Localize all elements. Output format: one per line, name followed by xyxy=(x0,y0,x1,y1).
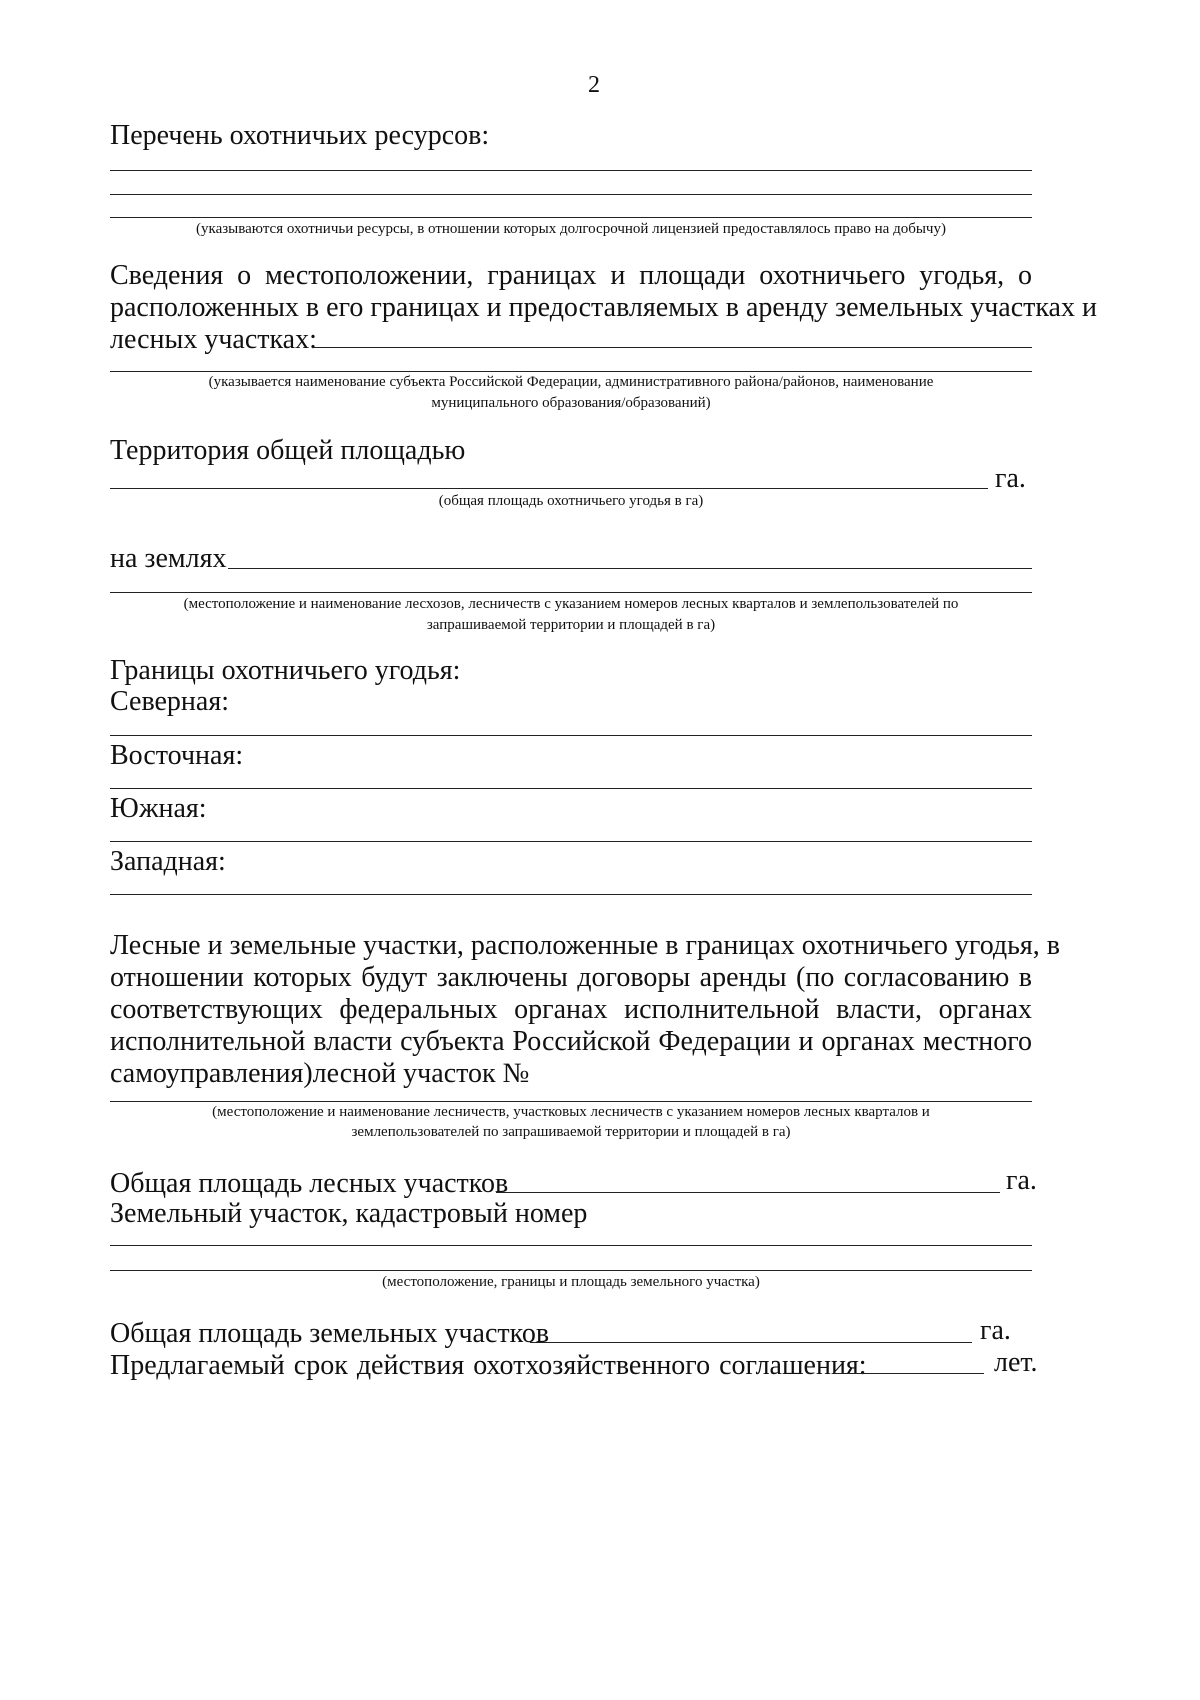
forest-area-field-line[interactable] xyxy=(496,1192,1000,1193)
territory-unit: га. xyxy=(995,463,1026,494)
territory-note: (общая площадь охотничьего угодья в га) xyxy=(438,493,704,509)
land-area-unit: га. xyxy=(980,1315,1011,1346)
lands-note-2: запрашиваемой территории и площадей в га) xyxy=(426,617,716,633)
border-south-line[interactable] xyxy=(110,841,1032,842)
location-line-3: лесных участках: xyxy=(110,324,317,355)
resources-heading: Перечень охотничьих ресурсов: xyxy=(110,120,490,151)
land-area-label: Общая площадь земельных участков xyxy=(110,1318,550,1349)
cadastral-line-1[interactable] xyxy=(110,1245,1032,1246)
plots-line-5: самоуправления)лесной участок № xyxy=(110,1058,530,1089)
cadastral-line-2[interactable] xyxy=(110,1270,1032,1271)
location-line-1: Сведения о местоположении, границах и площади охотничьего угодья, о xyxy=(110,260,1032,291)
resources-line-2[interactable] xyxy=(110,194,1032,195)
plots-line-4: исполнительной власти субъекта Российской Федерации и органах местного xyxy=(110,1026,1032,1057)
forest-area-label: Общая площадь лесных участков xyxy=(110,1168,509,1199)
plots-field-line[interactable] xyxy=(110,1101,1032,1102)
land-area-field-line[interactable] xyxy=(530,1342,972,1343)
border-north-line[interactable] xyxy=(110,735,1032,736)
resources-line-3[interactable] xyxy=(110,217,1032,218)
territory-field-line[interactable] xyxy=(110,488,988,489)
border-east-label: Восточная: xyxy=(110,740,244,771)
plots-note-1: (местоположение и наименование лесничеств, участковых лесничеств с указанием номеров лесных кварталов и xyxy=(212,1104,930,1120)
border-south-label: Южная: xyxy=(110,793,207,824)
territory-label: Территория общей площадью xyxy=(110,435,466,466)
lands-field-line[interactable] xyxy=(228,568,1032,569)
location-field-line[interactable] xyxy=(312,347,1032,348)
resources-note: (указываются охотничьи ресурсы, в отношении которых долгосрочной лицензией предоставлялось право на добычу) xyxy=(196,221,946,237)
border-north-label: Северная: xyxy=(110,686,229,717)
border-west-line[interactable] xyxy=(110,894,1032,895)
term-label: Предлагаемый срок действия охотхозяйственного соглашения: xyxy=(110,1350,867,1381)
forest-area-unit: га. xyxy=(1006,1165,1037,1196)
location-note-2: муниципального образования/образований) xyxy=(431,395,711,411)
borders-heading: Границы охотничьего угодья: xyxy=(110,655,461,686)
plots-note-2: землепользователей по запрашиваемой территории и площадей в га) xyxy=(351,1124,791,1140)
resources-line-1[interactable] xyxy=(110,170,1032,171)
border-east-line[interactable] xyxy=(110,788,1032,789)
page-number: 2 xyxy=(588,72,600,98)
cadastral-label: Земельный участок, кадастровый номер xyxy=(110,1198,588,1229)
border-west-label: Западная: xyxy=(110,846,226,877)
term-unit: лет. xyxy=(994,1347,1038,1378)
lands-label: на землях xyxy=(110,543,227,574)
lands-note-1: (местоположение и наименование лесхозов, лесничеств с указанием номеров лесных кварталов и землепользователей по xyxy=(183,596,959,612)
lands-line-extra[interactable] xyxy=(110,592,1032,593)
plots-line-2: отношении которых будут заключены договоры аренды (по согласованию в xyxy=(110,962,1032,993)
term-field-line[interactable] xyxy=(834,1373,984,1374)
plots-line-1: Лесные и земельные участки, расположенные в границах охотничьего угодья, в xyxy=(110,930,1061,961)
plots-line-3: соответствующих федеральных органах исполнительной власти, органах xyxy=(110,994,1032,1025)
location-line-2: расположенных в его границах и предоставляемых в аренду земельных участках и xyxy=(110,292,1097,323)
cadastral-note: (местоположение, границы и площадь земельного участка) xyxy=(382,1274,760,1290)
location-line-extra[interactable] xyxy=(110,371,1032,372)
location-note-1: (указывается наименование субъекта Российской Федерации, административного района/районов, наименование xyxy=(208,374,934,390)
